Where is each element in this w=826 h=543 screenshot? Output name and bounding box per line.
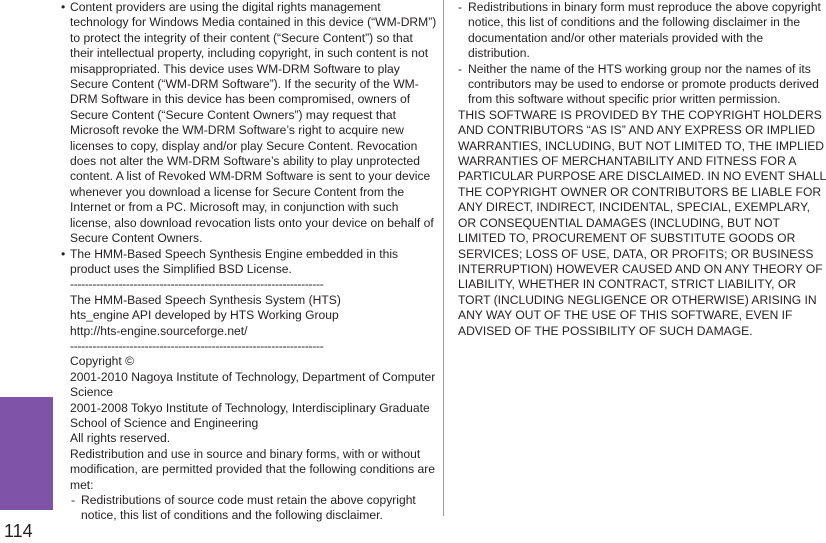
section-tab-label: Others xyxy=(14,401,37,469)
condition-source-code-text: Redistributions of source code must retain the above copyright notice, this list of conditions and the following disclaimer. xyxy=(81,493,416,523)
hts-engine-credit: hts_engine API developed by HTS Working Group xyxy=(70,308,339,323)
bullet-hmm-engine xyxy=(61,247,439,278)
bullet-wm-drm xyxy=(61,0,439,247)
copyright-nagoya: 2001-2010 Nagoya Institute of Technology, Department of Computer Science xyxy=(70,369,436,400)
bullet-hmm-engine-text: The HMM-Based Speech Synthesis Engine embedded in this product uses the Simplified BSD License. xyxy=(70,246,399,276)
bullet-wm-drm-text: Content providers are using the digital rights management technology for Windows Media contained in this device (“WM-DRM”) to protect the integrity of their content (“Secure Content”) so that their intellectual property, including copyright, in such content is not misappropriated. This device uses WM-DRM Software to play Secure Content (“WM-DRM Software”). If the security of the WM-DRM Software in this device has been compromised, owners of Secure Content (“Secure Content Owners”) may request that Microsoft revoke the WM-DRM Software’s right to acquire new licenses to copy, display and/or play Secure Content. Revocation does not alter the WM-DRM Software’s ability to play unprotected content. A list of Revoked WM-DRM Software is sent to your device whenever you download a license for Secure Content from the Internet or from a PC. Microsoft may, in conjunction with such license, also download revocation lists onto your device on behalf of Secure Content Owners. xyxy=(70,0,437,246)
hts-url: http://hts-engine.sourceforge.net/ xyxy=(70,323,248,338)
section-side-tab xyxy=(0,0,53,510)
condition-no-endorse-text: Neither the name of the HTS working group nor the names of its contributors may be used to endorse or promote products derived from this software without specific prior written permission. xyxy=(468,61,819,107)
separator-line: -------------------------------------------------------------------- xyxy=(70,277,324,292)
column-divider xyxy=(443,0,444,516)
dash-icon: - xyxy=(458,0,463,14)
redistribution-terms: Redistribution and use in source and binary forms, with or without modification, are permitted provided that the following conditions are met: xyxy=(70,446,436,492)
copyright-heading: Copyright © xyxy=(70,354,135,369)
warranty-disclaimer: THIS SOFTWARE IS PROVIDED BY THE COPYRIGHT HOLDERS AND CONTRIBUTORS “AS IS” AND ANY EXPRESS OR IMPLIED WARRANTIES, INCLUDING, BUT NOT LIMITED TO, THE IMPLIED WARRANTIES OF MERCHANTABILITY AND FITNESS FOR A PARTICULAR PURPOSE ARE DISCLAIMED. IN NO EVENT SHALL THE COPYRIGHT OWNER OR CONTRIBUTORS BE LIABLE FOR ANY DIRECT, INDIRECT, INCIDENTAL, SPECIAL, EXEMPLARY, OR CONSEQUENTIAL DAMAGES (INCLUDING, BUT NOT LIMITED TO, PROCUREMENT OF SUBSTITUTE GOODS OR SERVICES; LOSS OF USE, DATA, OR PROFITS; OR BUSINESS INTERRUPTION) HOWEVER CAUSED AND ON ANY THEORY OF LIABILITY, WHETHER IN CONTRACT, STRICT LIABILITY, OR TORT (INCLUDING NEGLIGENCE OR OTHERWISE) ARISING IN ANY WAY OUT OF THE USE OF THIS SOFTWARE, EVEN IF ADVISED OF THE POSSIBILITY OF SUCH DAMAGE. xyxy=(458,107,826,338)
copyright-tokyo: 2001-2008 Tokyo Institute of Technology, Interdisciplinary Graduate School of Science and Engineering xyxy=(70,400,430,430)
page-number: 114 xyxy=(4,521,33,541)
right-column xyxy=(458,0,826,339)
dash-icon: - xyxy=(71,493,76,507)
condition-source-code xyxy=(61,493,439,524)
condition-no-endorse xyxy=(458,62,826,108)
hts-title: The HMM-Based Speech Synthesis System (HTS) xyxy=(70,292,341,307)
dash-icon: - xyxy=(458,61,463,76)
condition-binary-form-text: Redistributions in binary form must reproduce the above copyright notice, this list of conditions and the following disclaimer in the documentation and/or other materials provided with the distribution. xyxy=(468,0,821,61)
bullet-icon: • xyxy=(61,246,66,261)
all-rights-reserved: All rights reserved. xyxy=(70,431,171,446)
bullet-icon: • xyxy=(61,0,66,14)
left-column xyxy=(61,0,439,524)
separator-line: -------------------------------------------------------------------- xyxy=(70,338,324,353)
condition-binary-form xyxy=(458,0,826,62)
